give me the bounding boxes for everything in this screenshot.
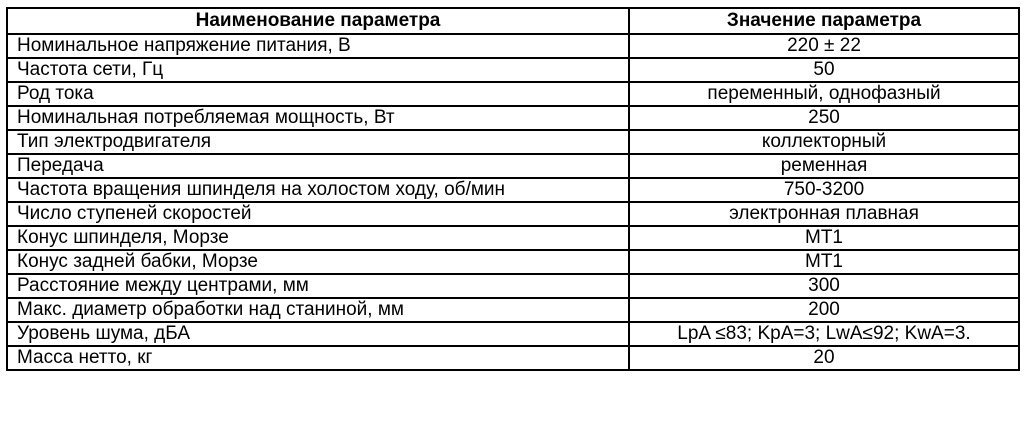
parameter-name-cell: Макс. диаметр обработки над станиной, мм: [7, 298, 629, 322]
parameter-name-cell: Конус задней бабки, Морзе: [7, 250, 629, 274]
table-row: [7, 130, 1019, 154]
table-row: [7, 202, 1019, 226]
parameter-value-cell: 220 ± 22: [629, 34, 1019, 58]
parameter-value-cell: 20: [629, 346, 1019, 370]
parameter-name-cell: Передача: [7, 154, 629, 178]
table-header: [7, 8, 1019, 34]
parameter-name-cell: Уровень шума, дБА: [7, 322, 629, 346]
table-row: [7, 226, 1019, 250]
table-row: [7, 106, 1019, 130]
header-parameter-value: Значение параметра: [629, 8, 1019, 34]
table-row: [7, 58, 1019, 82]
table-row: [7, 178, 1019, 202]
header-row: [7, 8, 1019, 34]
parameter-name-cell: Конус шпинделя, Морзе: [7, 226, 629, 250]
parameter-name-cell: Номинальное напряжение питания, В: [7, 34, 629, 58]
parameter-value-cell: ременная: [629, 154, 1019, 178]
parameter-name-cell: Частота сети, Гц: [7, 58, 629, 82]
parameter-value-cell: 300: [629, 274, 1019, 298]
parameter-name-cell: Номинальная потребляемая мощность, Вт: [7, 106, 629, 130]
table-row: [7, 82, 1019, 106]
parameter-value-cell: коллекторный: [629, 130, 1019, 154]
parameter-name-cell: Частота вращения шпинделя на холостом ходу, об/мин: [7, 178, 629, 202]
table-row: [7, 298, 1019, 322]
parameter-value-cell: LpA ≤83; KpA=3; LwA≤92; KwA=3.: [629, 322, 1019, 346]
parameter-name-cell: Тип электродвигателя: [7, 130, 629, 154]
parameter-name-cell: Расстояние между центрами, мм: [7, 274, 629, 298]
table-row: [7, 274, 1019, 298]
header-parameter-name: Наименование параметра: [7, 8, 629, 34]
table-row: [7, 34, 1019, 58]
table-row: [7, 346, 1019, 370]
parameter-name-cell: Род тока: [7, 82, 629, 106]
parameter-value-cell: МТ1: [629, 226, 1019, 250]
table-row: [7, 322, 1019, 346]
parameter-name-cell: Масса нетто, кг: [7, 346, 629, 370]
spec-table: [6, 7, 1020, 371]
table-body: [7, 34, 1019, 370]
parameter-value-cell: 50: [629, 58, 1019, 82]
parameter-value-cell: МТ1: [629, 250, 1019, 274]
parameter-value-cell: 750-3200: [629, 178, 1019, 202]
parameter-value-cell: переменный, однофазный: [629, 82, 1019, 106]
parameter-value-cell: электронная плавная: [629, 202, 1019, 226]
table-row: [7, 250, 1019, 274]
parameter-value-cell: 200: [629, 298, 1019, 322]
table-row: [7, 154, 1019, 178]
parameter-name-cell: Число ступеней скоростей: [7, 202, 629, 226]
parameter-value-cell: 250: [629, 106, 1019, 130]
